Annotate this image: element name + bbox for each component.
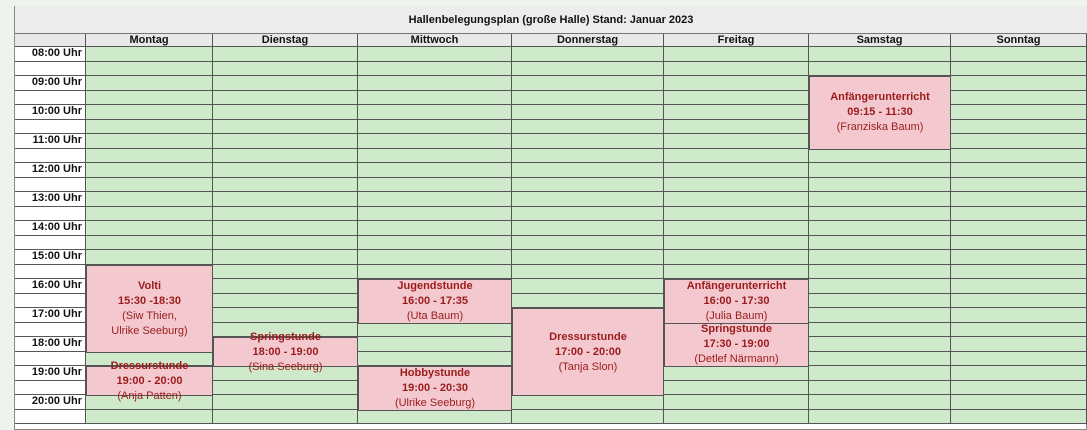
event-block [664,323,809,368]
schedule-title: Hallenbelegungsplan (große Halle) Stand: Januar 2023 [15,6,1087,34]
day-header-donnerstag: Donnerstag [512,34,664,47]
free-slot [951,410,1087,425]
free-slot [86,207,213,222]
event-trainer: (Anja Patten) [117,389,182,402]
free-slot [809,47,951,62]
free-slot [213,294,358,309]
free-slot [213,76,358,91]
free-slot [213,221,358,236]
free-slot [213,105,358,120]
free-slot [512,134,664,149]
free-slot [664,134,809,149]
event-title: Anfängerunterricht [830,91,930,104]
event-time: 19:00 - 20:30 [401,381,469,394]
event-trainer: (Franziska Baum) [836,121,924,134]
time-spacer [15,352,86,367]
day-header-samstag: Samstag [809,34,951,47]
event-title: Springstunde [250,330,321,343]
free-slot [664,62,809,77]
free-slot [213,395,358,410]
event-trainer: (Sina Seeburg) [248,360,323,373]
free-slot [664,410,809,425]
time-label: 19:00 Uhr [15,366,86,381]
free-slot [664,381,809,396]
free-slot [664,192,809,207]
free-slot [512,105,664,120]
free-slot [809,265,951,280]
free-slot [951,352,1087,367]
free-slot [86,221,213,236]
free-slot [86,149,213,164]
free-slot [213,265,358,280]
free-slot [358,76,512,91]
free-slot [512,265,664,280]
event-block [213,330,358,373]
day-header-mittwoch: Mittwoch [358,34,512,47]
free-slot [664,366,809,381]
free-slot [358,207,512,222]
event-block [358,366,512,411]
free-slot [86,163,213,178]
event-block [664,279,809,324]
time-spacer [15,207,86,222]
free-slot [213,149,358,164]
free-slot [664,91,809,106]
event-time: 17:30 - 19:00 [703,338,770,351]
free-slot [358,178,512,193]
free-slot [512,163,664,178]
time-spacer [15,294,86,309]
free-slot [86,178,213,193]
time-label: 08:00 Uhr [15,47,86,62]
free-slot [358,105,512,120]
event-block [86,359,213,402]
time-label: 11:00 Uhr [15,134,86,149]
time-spacer [15,381,86,396]
free-slot [951,337,1087,352]
time-spacer [15,410,86,425]
free-slot [809,62,951,77]
time-label: 18:00 Uhr [15,337,86,352]
free-slot [664,236,809,251]
event-trainer: (Uta Baum) [406,309,464,322]
free-slot [213,410,358,425]
free-slot [213,62,358,77]
free-slot [512,120,664,135]
free-slot [512,410,664,425]
event-title: Dressurstunde [110,359,189,372]
free-slot [809,381,951,396]
free-slot [213,236,358,251]
time-label: 09:00 Uhr [15,76,86,91]
free-slot [664,207,809,222]
free-slot [358,265,512,280]
free-slot [809,294,951,309]
free-slot [664,76,809,91]
free-slot [951,47,1087,62]
free-slot [664,120,809,135]
event-time: 09:15 - 11:30 [847,106,913,119]
free-slot [951,163,1087,178]
free-slot [951,178,1087,193]
free-slot [213,308,358,323]
free-slot [951,207,1087,222]
free-slot [809,149,951,164]
time-label: 10:00 Uhr [15,105,86,120]
free-slot [512,250,664,265]
free-slot [951,366,1087,381]
free-slot [809,395,951,410]
time-spacer [15,236,86,251]
event-trainer: (Ulrike Seeburg) [394,396,476,409]
free-slot [86,192,213,207]
free-slot [809,250,951,265]
free-slot [951,308,1087,323]
free-slot [86,62,213,77]
free-slot [213,250,358,265]
free-slot [358,337,512,352]
free-slot [951,76,1087,91]
free-slot [512,62,664,77]
free-slot [664,221,809,236]
free-slot [809,352,951,367]
free-slot [951,134,1087,149]
free-slot [512,236,664,251]
free-slot [213,91,358,106]
free-slot [86,105,213,120]
free-slot [951,236,1087,251]
event-title: Hobbystunde [399,366,471,379]
free-slot [951,250,1087,265]
free-slot [512,279,664,294]
free-slot [512,76,664,91]
time-label: 16:00 Uhr [15,279,86,294]
free-slot [951,149,1087,164]
free-slot [358,120,512,135]
free-slot [809,178,951,193]
free-slot [512,91,664,106]
free-slot [512,192,664,207]
free-slot [86,120,213,135]
free-slot [358,149,512,164]
free-slot [358,410,512,425]
free-slot [358,47,512,62]
free-slot [951,279,1087,294]
free-slot [809,192,951,207]
time-spacer [15,178,86,193]
event-trainer: (Tanja Slon) [558,360,618,373]
free-slot [664,250,809,265]
event-trainer: (Detlef Närmann) [694,353,779,366]
event-time: 16:00 - 17:35 [401,294,469,307]
free-slot [213,163,358,178]
time-spacer [15,323,86,338]
free-slot [358,221,512,236]
free-slot [512,294,664,309]
event-block [358,279,512,324]
free-slot [951,395,1087,410]
free-slot [512,221,664,236]
time-spacer [15,120,86,135]
free-slot [358,62,512,77]
free-slot [809,163,951,178]
free-slot [358,250,512,265]
free-slot [213,47,358,62]
event-title: Anfängerunterricht [686,279,787,292]
free-slot [809,279,951,294]
header-corner [15,34,86,47]
time-spacer [15,265,86,280]
day-header-montag: Montag [86,34,213,47]
day-header-freitag: Freitag [664,34,809,47]
day-header-dienstag: Dienstag [213,34,358,47]
time-spacer [15,149,86,164]
free-slot [86,236,213,251]
free-slot [358,91,512,106]
free-slot [358,134,512,149]
free-slot [213,178,358,193]
free-slot [213,120,358,135]
free-slot [809,207,951,222]
time-spacer [15,62,86,77]
free-slot [809,323,951,338]
free-slot [213,279,358,294]
event-trainer: Ulrike Seeburg) [111,324,188,337]
free-slot [86,47,213,62]
free-slot [213,381,358,396]
free-slot [951,265,1087,280]
free-slot [809,366,951,381]
free-slot [664,47,809,62]
free-slot [951,105,1087,120]
free-slot [809,410,951,425]
event-time: 18:00 - 19:00 [252,345,319,358]
event-trainer: (Siw Thien, [122,309,177,322]
free-slot [358,236,512,251]
free-slot [664,395,809,410]
free-slot [951,221,1087,236]
free-slot [213,192,358,207]
free-slot [664,178,809,193]
time-spacer [15,91,86,106]
free-slot [86,134,213,149]
free-slot [86,410,213,425]
event-title: Dressurstunde [549,330,627,343]
event-trainer: (Julia Baum) [705,309,768,322]
free-slot [809,308,951,323]
free-slot [86,76,213,91]
free-slot [664,105,809,120]
free-slot [951,294,1087,309]
free-slot [951,120,1087,135]
day-header-sonntag: Sonntag [951,34,1087,47]
free-slot [951,323,1087,338]
time-label: 17:00 Uhr [15,308,86,323]
time-label: 12:00 Uhr [15,163,86,178]
event-title: Springstunde [701,323,772,336]
time-label: 15:00 Uhr [15,250,86,265]
free-slot [951,91,1087,106]
free-slot [512,207,664,222]
free-slot [809,221,951,236]
free-slot [951,192,1087,207]
event-block [809,76,951,150]
free-slot [358,323,512,338]
free-slot [512,47,664,62]
free-slot [86,91,213,106]
event-block [512,308,664,396]
free-slot [512,149,664,164]
time-label: 20:00 Uhr [15,395,86,410]
free-slot [358,352,512,367]
free-slot [213,134,358,149]
event-time: 19:00 - 20:00 [116,374,183,387]
free-slot [664,265,809,280]
event-title: Jugendstunde [397,279,473,292]
time-label: 13:00 Uhr [15,192,86,207]
free-slot [213,207,358,222]
event-time: 15:30 -18:30 [118,294,181,307]
free-slot [358,163,512,178]
free-slot [809,337,951,352]
free-slot [809,236,951,251]
free-slot [664,163,809,178]
event-title: Volti [137,279,161,292]
free-slot [86,250,213,265]
event-time: 16:00 - 17:30 [703,294,770,307]
free-slot [951,62,1087,77]
free-slot [512,395,664,410]
free-slot [664,149,809,164]
event-time: 17:00 - 20:00 [554,345,622,358]
event-block [86,265,213,353]
free-slot [951,381,1087,396]
free-slot [358,192,512,207]
time-label: 14:00 Uhr [15,221,86,236]
free-slot [512,178,664,193]
